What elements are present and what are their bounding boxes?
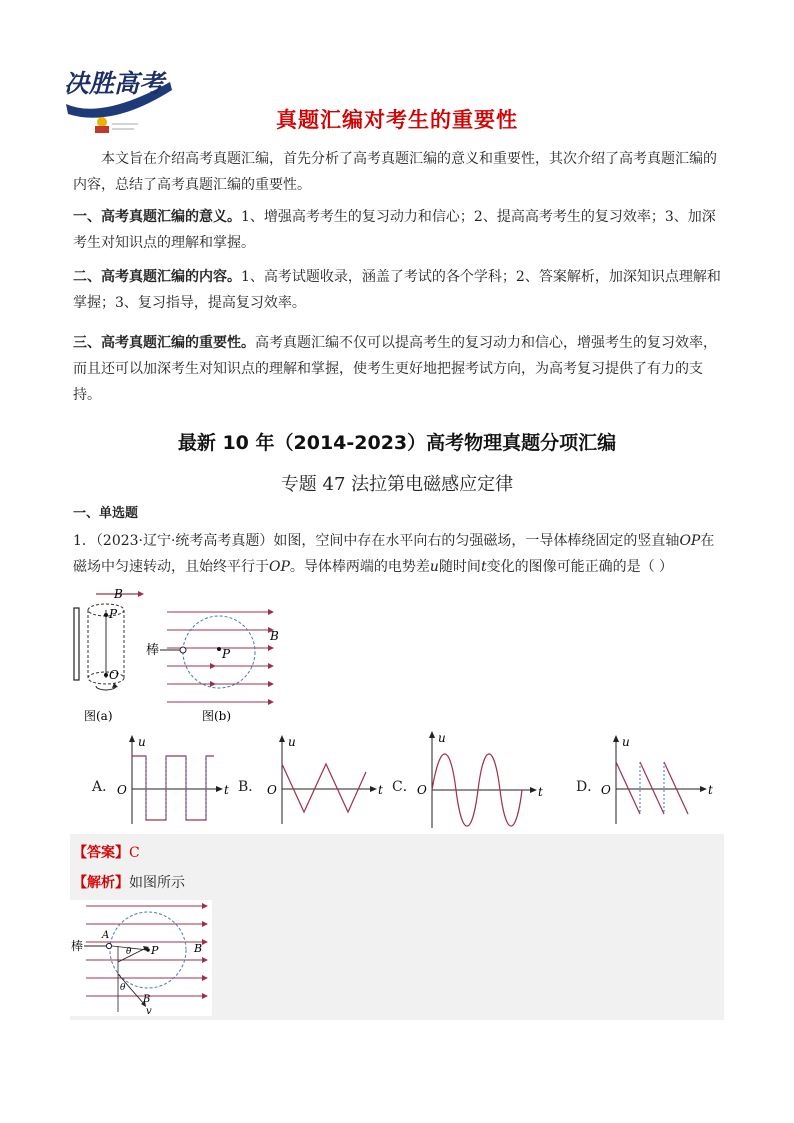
svg-text:t: t xyxy=(708,783,713,797)
svg-text:B: B xyxy=(194,942,203,955)
svg-text:B: B xyxy=(143,994,151,1005)
svg-text:u: u xyxy=(438,731,446,745)
svg-text:B: B xyxy=(270,629,279,643)
svg-text:棒: 棒 xyxy=(146,643,160,658)
section-heading: 一、单选题 xyxy=(73,506,139,521)
meaning-heading: 一、高考真题汇编的意义。 xyxy=(73,209,241,225)
figure-a xyxy=(66,584,148,724)
svg-text:A: A xyxy=(102,930,110,941)
svg-text:P: P xyxy=(151,944,159,957)
svg-text:t: t xyxy=(378,783,383,797)
svg-text:O: O xyxy=(267,783,277,797)
topic-title: 专题 47 法拉第电磁感应定律 xyxy=(280,474,514,495)
option-c-label[interactable]: C． xyxy=(392,779,417,795)
svg-text:图(a): 图(a) xyxy=(84,709,113,723)
svg-text:O: O xyxy=(117,783,127,797)
svg-text:u: u xyxy=(622,735,630,749)
option-b-label[interactable]: B． xyxy=(238,779,263,795)
importance-paragraph xyxy=(73,330,723,408)
svg-text:P: P xyxy=(109,607,118,621)
analysis-figure xyxy=(70,900,212,1016)
analysis-text: 如图所示 xyxy=(129,875,185,891)
intro-paragraph: 本文旨在介绍高考真题汇编，首先分析了高考真题汇编的意义和重要性，其次介绍了高考真题汇编的内容，总结了高考真题汇编的重要性。 xyxy=(73,151,717,193)
svg-text:u: u xyxy=(288,735,296,749)
question-text: 1．（2023·辽宁·统考高考真题）如图，空间中存在水平向右的匀强磁场，一导体棒绕固定的竖直轴OP在磁场中匀速转动，且始终平行于OP。导体棒两端的电势差u随时间t变化的图像可能正确的是（ ） xyxy=(73,533,715,575)
svg-text:B: B xyxy=(114,587,123,601)
figure-b xyxy=(142,600,287,724)
analysis-line xyxy=(73,872,185,892)
option-b-graph[interactable] xyxy=(262,734,387,826)
svg-text:t: t xyxy=(224,783,229,797)
meaning-body: 1、增强高考考生的复习动力和信心；2、提高高考考生的复习效率；3、加深考生对知识点的理解和掌握。 xyxy=(73,209,716,251)
meaning-paragraph xyxy=(73,204,723,256)
option-c-graph[interactable] xyxy=(412,730,547,830)
logo-text: 决胜高考 xyxy=(64,69,165,98)
collection-title: 最新 10 年（2014-2023）高考物理真题分项汇编 xyxy=(177,432,617,454)
svg-text:图(b): 图(b) xyxy=(202,709,232,723)
option-a-graph[interactable] xyxy=(112,734,232,826)
content-paragraph xyxy=(73,264,723,316)
option-d-label[interactable]: D． xyxy=(576,779,602,795)
analysis-label: 【解析】 xyxy=(73,875,129,891)
content-heading: 二、高考真题汇编的内容。 xyxy=(73,269,241,285)
importance-heading: 三、高考真题汇编的重要性。 xyxy=(73,335,255,351)
option-a-label[interactable]: A． xyxy=(92,779,117,795)
content-body: 1、高考试题收录，涵盖了考试的各个学科；2、答案解析，加深知识点理解和掌握；3、复习指导，提高复习效率。 xyxy=(73,269,721,311)
option-d-graph[interactable] xyxy=(596,734,718,826)
svg-text:O: O xyxy=(601,783,611,797)
page-title: 真题汇编对考生的重要性 xyxy=(276,108,518,132)
importance-body: 高考真题汇编不仅可以提高考生的复习动力和信心，增强考生的复习效率，而且还可以加深考生对知识点的理解和掌握，使考生更好地把握考试方向，为高考复习提供了有力的支持。 xyxy=(73,335,717,403)
answer-value: C xyxy=(129,845,140,861)
answer-line xyxy=(73,842,140,862)
answer-label: 【答案】 xyxy=(73,845,129,861)
svg-text:t: t xyxy=(538,785,543,799)
svg-text:u: u xyxy=(138,735,146,749)
svg-text:θ: θ xyxy=(120,983,126,993)
svg-text:P: P xyxy=(222,647,231,661)
svg-text:棒: 棒 xyxy=(71,939,84,953)
svg-text:θ: θ xyxy=(126,947,132,957)
svg-text:O: O xyxy=(417,783,427,797)
svg-text:v: v xyxy=(146,1006,152,1016)
svg-text:O: O xyxy=(109,668,119,682)
